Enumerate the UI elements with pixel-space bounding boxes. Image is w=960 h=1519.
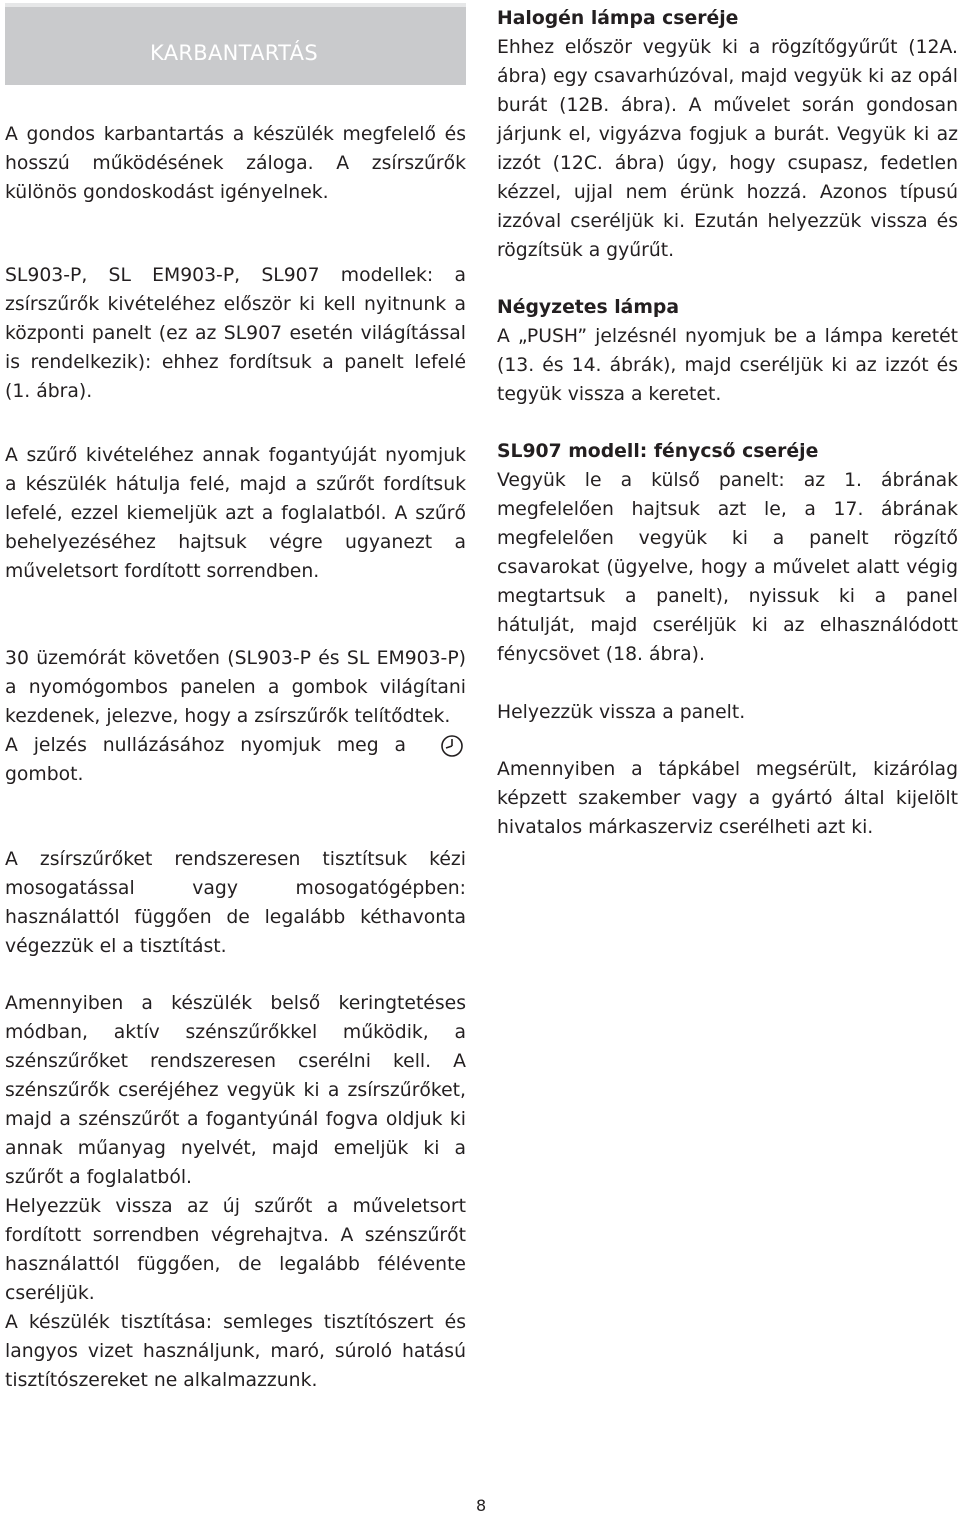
cleaning-section [5, 845, 466, 961]
fluorescent-heading: SL907 modell: fénycső cseréje [497, 441, 819, 462]
timer-reset-icon [440, 734, 464, 758]
section-header-box [5, 3, 466, 85]
reset-instruction: A jelzés nullázásához nyomjuk meg a gombot. [5, 735, 406, 785]
filter-removal-section [5, 441, 466, 586]
carbon-filter-paragraph: Amennyiben a készülék belső keringtetéses módban, aktív szénszűrőkkel működik, a szénszűrőket rendszeresen cserélni kell. A szénszűrők cseréjéhez vegyük ki a zsírszűrőket, majd a szénszűrőt a fogantyúnál fogva oldjuk ki annak műanyag nyelvét, majd emeljük ki a szűrőt a foglalatból. [5, 993, 466, 1188]
carbon-filter-section [5, 989, 466, 1395]
page-number: 8 [476, 1496, 487, 1515]
halogen-heading: Halogén lámpa cseréje [497, 8, 739, 29]
halogen-section [497, 4, 958, 265]
square-lamp-paragraph: A „PUSH” jelzésnél nyomjuk be a lámpa keretét (13. és 14. ábrák), majd cseréljük ki az izzót és tegyük vissza a keretet. [497, 326, 958, 405]
replace-panel-section [497, 698, 958, 727]
models-section [5, 261, 466, 406]
filter-removal-paragraph: A szűrő kivételéhez annak fogantyúját nyomjuk a készülék hátulja felé, majd a szűrőt fordítsuk lefelé, ezzel kiemeljük azt a foglalatból. A szűrő behelyezéséhez hajtsuk végre ugyanezt a műveletsort fordított sorrendben. [5, 445, 466, 582]
reset-instruction-row [5, 731, 466, 789]
saturation-section [5, 644, 466, 789]
models-paragraph: SL903-P, SL EM903-P, SL907 modellek: a zsírszűrők kivételéhez először ki kell nyitnunk a központi panelt (ez az SL907 esetén világítással is rendelkezik): ehhez fordítsuk a panelt lefelé (1. ábra). [5, 265, 466, 402]
section-title: KARBANTARTÁS [150, 41, 318, 65]
fluorescent-paragraph: Vegyük le a külső panelt: az 1. ábrának megfelelően hajtsuk azt le, a 17. ábrának megfelelően vegyük ki a panelt rögzítő csavarokat (ügyelve, hogy a művelet alatt végig megtartsuk a panelt), nyissuk ki a panel hátulját, majd cseréljük ki az elhasználódott fénycsövet (18. ábra). [497, 470, 958, 665]
saturation-paragraph: 30 üzemórát követően (SL903-P és SL EM903-P) a nyomógombos panelen a gombok világítani kezdenek, jelezve, hogy a zsírszűrők telítődtek. [5, 648, 466, 727]
halogen-paragraph: Ehhez először vegyük ki a rögzítőgyűrűt (12A. ábra) egy csavarhúzóval, majd vegyük ki az opál burát (12B. ábra). A művelet során gondosan járjunk el, vigyázva fogjuk a burát. Vegyük ki az izzót (12C. ábra) úgy, hogy csupasz, fedetlen kézzel, ujjal nem érünk hozzá. Azonos típusú izzóval cseréljük ki. Ezután helyezzük vissza és rögzítsük a gyűrűt. [497, 37, 958, 261]
intro-section [5, 120, 466, 207]
replace-panel-paragraph: Helyezzük vissza a panelt. [497, 702, 746, 723]
appliance-cleaning-paragraph: A készülék tisztítása: semleges tisztítószert és langyos vizet használjunk, maró, súroló hatású tisztítószereket ne alkalmazzunk. [5, 1312, 466, 1391]
square-lamp-heading: Négyzetes lámpa [497, 297, 680, 318]
carbon-filter-replace-paragraph: Helyezzük vissza az új szűrőt a műveletsort fordított sorrendben végrehajtva. A szénszűrőt használattól függően, de legalább félévente cseréljük. [5, 1196, 466, 1304]
cleaning-paragraph: A zsírszűrőket rendszeresen tisztítsuk kézi mosogatással vagy mosogatógépben: használattól függően de legalább kéthavonta végezzük el a tisztítást. [5, 849, 466, 957]
intro-paragraph: A gondos karbantartás a készülék megfelelő és hosszú működésének záloga. A zsírszűrők különös gondoskodást igényelnek. [5, 124, 466, 203]
cable-paragraph: Amennyiben a tápkábel megsérült, kizárólag képzett szakember vagy a gyártó által kijelölt hivatalos márkaszerviz cserélheti azt ki. [497, 759, 958, 838]
square-lamp-section [497, 293, 958, 409]
cable-section [497, 755, 958, 842]
fluorescent-section [497, 437, 958, 669]
